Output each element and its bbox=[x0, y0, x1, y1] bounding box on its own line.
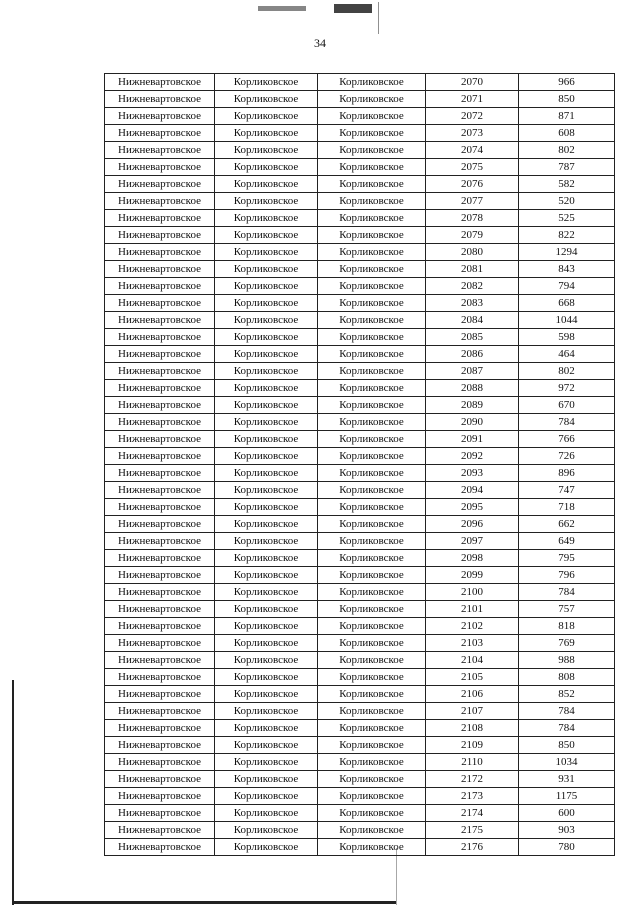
value-cell: 1294 bbox=[519, 244, 615, 261]
field-cell: Корликовское bbox=[215, 278, 318, 295]
table-row bbox=[105, 516, 615, 533]
table-row bbox=[105, 771, 615, 788]
well-number-cell: 2093 bbox=[426, 465, 519, 482]
field-cell: Корликовское bbox=[215, 159, 318, 176]
well-number-cell: 2098 bbox=[426, 550, 519, 567]
value-cell: 525 bbox=[519, 210, 615, 227]
deposit-cell: Корликовское bbox=[318, 210, 426, 227]
value-cell: 769 bbox=[519, 635, 615, 652]
field-cell: Корликовское bbox=[215, 635, 318, 652]
district-cell: Нижневартовское bbox=[105, 193, 215, 210]
deposit-cell: Корликовское bbox=[318, 652, 426, 669]
table-row bbox=[105, 142, 615, 159]
field-cell: Корликовское bbox=[215, 329, 318, 346]
table-row bbox=[105, 550, 615, 567]
deposit-cell: Корликовское bbox=[318, 567, 426, 584]
well-number-cell: 2102 bbox=[426, 618, 519, 635]
deposit-cell: Корликовское bbox=[318, 278, 426, 295]
value-cell: 931 bbox=[519, 771, 615, 788]
well-number-cell: 2077 bbox=[426, 193, 519, 210]
value-cell: 988 bbox=[519, 652, 615, 669]
value-cell: 608 bbox=[519, 125, 615, 142]
table-row bbox=[105, 703, 615, 720]
district-cell: Нижневартовское bbox=[105, 278, 215, 295]
district-cell: Нижневартовское bbox=[105, 380, 215, 397]
table-row bbox=[105, 448, 615, 465]
table-row bbox=[105, 499, 615, 516]
value-cell: 464 bbox=[519, 346, 615, 363]
well-number-cell: 2174 bbox=[426, 805, 519, 822]
deposit-cell: Корликовское bbox=[318, 380, 426, 397]
district-cell: Нижневартовское bbox=[105, 244, 215, 261]
deposit-cell: Корликовское bbox=[318, 771, 426, 788]
field-cell: Корликовское bbox=[215, 448, 318, 465]
deposit-cell: Корликовское bbox=[318, 193, 426, 210]
well-number-cell: 2090 bbox=[426, 414, 519, 431]
deposit-cell: Корликовское bbox=[318, 91, 426, 108]
well-number-cell: 2107 bbox=[426, 703, 519, 720]
well-number-cell: 2108 bbox=[426, 720, 519, 737]
deposit-cell: Корликовское bbox=[318, 448, 426, 465]
scan-artifact-top-line bbox=[378, 2, 379, 34]
table-row bbox=[105, 754, 615, 771]
field-cell: Корликовское bbox=[215, 737, 318, 754]
deposit-cell: Корликовское bbox=[318, 329, 426, 346]
table-row bbox=[105, 397, 615, 414]
value-cell: 780 bbox=[519, 839, 615, 856]
deposit-cell: Корликовское bbox=[318, 482, 426, 499]
value-cell: 896 bbox=[519, 465, 615, 482]
well-number-cell: 2086 bbox=[426, 346, 519, 363]
value-cell: 808 bbox=[519, 669, 615, 686]
table-row bbox=[105, 686, 615, 703]
deposit-cell: Корликовское bbox=[318, 261, 426, 278]
well-number-cell: 2073 bbox=[426, 125, 519, 142]
well-number-cell: 2082 bbox=[426, 278, 519, 295]
table-row bbox=[105, 380, 615, 397]
scan-artifact-bottom-center bbox=[396, 848, 397, 905]
value-cell: 972 bbox=[519, 380, 615, 397]
field-cell: Корликовское bbox=[215, 567, 318, 584]
value-cell: 747 bbox=[519, 482, 615, 499]
table-body bbox=[105, 74, 615, 856]
field-cell: Корликовское bbox=[215, 788, 318, 805]
district-cell: Нижневартовское bbox=[105, 771, 215, 788]
field-cell: Корликовское bbox=[215, 74, 318, 91]
value-cell: 784 bbox=[519, 414, 615, 431]
well-number-cell: 2091 bbox=[426, 431, 519, 448]
deposit-cell: Корликовское bbox=[318, 414, 426, 431]
well-number-cell: 2101 bbox=[426, 601, 519, 618]
field-cell: Корликовское bbox=[215, 244, 318, 261]
district-cell: Нижневартовское bbox=[105, 295, 215, 312]
well-number-cell: 2070 bbox=[426, 74, 519, 91]
district-cell: Нижневартовское bbox=[105, 210, 215, 227]
table-row bbox=[105, 329, 615, 346]
deposit-cell: Корликовское bbox=[318, 227, 426, 244]
deposit-cell: Корликовское bbox=[318, 499, 426, 516]
deposit-cell: Корликовское bbox=[318, 312, 426, 329]
value-cell: 796 bbox=[519, 567, 615, 584]
district-cell: Нижневартовское bbox=[105, 482, 215, 499]
field-cell: Корликовское bbox=[215, 839, 318, 856]
district-cell: Нижневартовское bbox=[105, 788, 215, 805]
field-cell: Корликовское bbox=[215, 822, 318, 839]
value-cell: 818 bbox=[519, 618, 615, 635]
table-row bbox=[105, 91, 615, 108]
district-cell: Нижневартовское bbox=[105, 329, 215, 346]
value-cell: 600 bbox=[519, 805, 615, 822]
field-cell: Корликовское bbox=[215, 720, 318, 737]
district-cell: Нижневартовское bbox=[105, 312, 215, 329]
deposit-cell: Корликовское bbox=[318, 125, 426, 142]
district-cell: Нижневартовское bbox=[105, 499, 215, 516]
district-cell: Нижневартовское bbox=[105, 363, 215, 380]
district-cell: Нижневартовское bbox=[105, 652, 215, 669]
table-row bbox=[105, 737, 615, 754]
value-cell: 598 bbox=[519, 329, 615, 346]
well-number-cell: 2088 bbox=[426, 380, 519, 397]
deposit-cell: Корликовское bbox=[318, 159, 426, 176]
value-cell: 649 bbox=[519, 533, 615, 550]
value-cell: 668 bbox=[519, 295, 615, 312]
value-cell: 670 bbox=[519, 397, 615, 414]
field-cell: Корликовское bbox=[215, 108, 318, 125]
table-row bbox=[105, 125, 615, 142]
field-cell: Корликовское bbox=[215, 584, 318, 601]
well-number-cell: 2089 bbox=[426, 397, 519, 414]
deposit-cell: Корликовское bbox=[318, 822, 426, 839]
well-number-cell: 2084 bbox=[426, 312, 519, 329]
value-cell: 784 bbox=[519, 720, 615, 737]
value-cell: 718 bbox=[519, 499, 615, 516]
deposit-cell: Корликовское bbox=[318, 397, 426, 414]
deposit-cell: Корликовское bbox=[318, 465, 426, 482]
district-cell: Нижневартовское bbox=[105, 159, 215, 176]
value-cell: 766 bbox=[519, 431, 615, 448]
deposit-cell: Корликовское bbox=[318, 176, 426, 193]
deposit-cell: Корликовское bbox=[318, 244, 426, 261]
value-cell: 966 bbox=[519, 74, 615, 91]
value-cell: 1044 bbox=[519, 312, 615, 329]
deposit-cell: Корликовское bbox=[318, 142, 426, 159]
well-number-cell: 2095 bbox=[426, 499, 519, 516]
value-cell: 852 bbox=[519, 686, 615, 703]
table-row bbox=[105, 618, 615, 635]
field-cell: Корликовское bbox=[215, 295, 318, 312]
table-row bbox=[105, 805, 615, 822]
district-cell: Нижневартовское bbox=[105, 533, 215, 550]
district-cell: Нижневартовское bbox=[105, 448, 215, 465]
district-cell: Нижневартовское bbox=[105, 805, 215, 822]
deposit-cell: Корликовское bbox=[318, 108, 426, 125]
table-row bbox=[105, 176, 615, 193]
deposit-cell: Корликовское bbox=[318, 516, 426, 533]
well-number-cell: 2109 bbox=[426, 737, 519, 754]
table-row bbox=[105, 210, 615, 227]
deposit-cell: Корликовское bbox=[318, 686, 426, 703]
deposit-cell: Корликовское bbox=[318, 618, 426, 635]
district-cell: Нижневартовское bbox=[105, 601, 215, 618]
well-number-cell: 2100 bbox=[426, 584, 519, 601]
table-row bbox=[105, 346, 615, 363]
well-number-cell: 2176 bbox=[426, 839, 519, 856]
value-cell: 802 bbox=[519, 363, 615, 380]
scan-artifact-top-left bbox=[258, 6, 306, 11]
well-number-cell: 2078 bbox=[426, 210, 519, 227]
deposit-cell: Корликовское bbox=[318, 737, 426, 754]
district-cell: Нижневартовское bbox=[105, 125, 215, 142]
field-cell: Корликовское bbox=[215, 414, 318, 431]
value-cell: 784 bbox=[519, 584, 615, 601]
value-cell: 1034 bbox=[519, 754, 615, 771]
data-table bbox=[104, 73, 615, 856]
well-number-cell: 2072 bbox=[426, 108, 519, 125]
field-cell: Корликовское bbox=[215, 618, 318, 635]
field-cell: Корликовское bbox=[215, 771, 318, 788]
table-row bbox=[105, 414, 615, 431]
value-cell: 757 bbox=[519, 601, 615, 618]
deposit-cell: Корликовское bbox=[318, 720, 426, 737]
district-cell: Нижневартовское bbox=[105, 822, 215, 839]
value-cell: 794 bbox=[519, 278, 615, 295]
table-row bbox=[105, 295, 615, 312]
deposit-cell: Корликовское bbox=[318, 584, 426, 601]
well-number-cell: 2110 bbox=[426, 754, 519, 771]
table-row bbox=[105, 312, 615, 329]
value-cell: 662 bbox=[519, 516, 615, 533]
page-number: 34 bbox=[314, 36, 326, 50]
field-cell: Корликовское bbox=[215, 703, 318, 720]
field-cell: Корликовское bbox=[215, 397, 318, 414]
field-cell: Корликовское bbox=[215, 227, 318, 244]
well-number-cell: 2105 bbox=[426, 669, 519, 686]
district-cell: Нижневартовское bbox=[105, 635, 215, 652]
table-row bbox=[105, 244, 615, 261]
well-number-cell: 2071 bbox=[426, 91, 519, 108]
table-row bbox=[105, 584, 615, 601]
well-number-cell: 2099 bbox=[426, 567, 519, 584]
field-cell: Корликовское bbox=[215, 142, 318, 159]
well-number-cell: 2173 bbox=[426, 788, 519, 805]
table-row bbox=[105, 227, 615, 244]
table-row bbox=[105, 669, 615, 686]
well-number-cell: 2175 bbox=[426, 822, 519, 839]
district-cell: Нижневартовское bbox=[105, 431, 215, 448]
value-cell: 802 bbox=[519, 142, 615, 159]
district-cell: Нижневартовское bbox=[105, 754, 215, 771]
well-number-cell: 2087 bbox=[426, 363, 519, 380]
district-cell: Нижневартовское bbox=[105, 465, 215, 482]
value-cell: 795 bbox=[519, 550, 615, 567]
deposit-cell: Корликовское bbox=[318, 703, 426, 720]
value-cell: 787 bbox=[519, 159, 615, 176]
table-row bbox=[105, 720, 615, 737]
district-cell: Нижневартовское bbox=[105, 703, 215, 720]
table-row bbox=[105, 652, 615, 669]
scan-artifact-bottom-bar bbox=[12, 901, 396, 904]
well-number-cell: 2092 bbox=[426, 448, 519, 465]
field-cell: Корликовское bbox=[215, 312, 318, 329]
well-number-cell: 2080 bbox=[426, 244, 519, 261]
well-number-cell: 2106 bbox=[426, 686, 519, 703]
deposit-cell: Корликовское bbox=[318, 74, 426, 91]
field-cell: Корликовское bbox=[215, 516, 318, 533]
value-cell: 871 bbox=[519, 108, 615, 125]
value-cell: 850 bbox=[519, 737, 615, 754]
value-cell: 784 bbox=[519, 703, 615, 720]
district-cell: Нижневартовское bbox=[105, 618, 215, 635]
table-row bbox=[105, 74, 615, 91]
table-row bbox=[105, 465, 615, 482]
field-cell: Корликовское bbox=[215, 499, 318, 516]
field-cell: Корликовское bbox=[215, 482, 318, 499]
field-cell: Корликовское bbox=[215, 533, 318, 550]
table-row bbox=[105, 278, 615, 295]
field-cell: Корликовское bbox=[215, 125, 318, 142]
deposit-cell: Корликовское bbox=[318, 754, 426, 771]
well-number-cell: 2075 bbox=[426, 159, 519, 176]
value-cell: 850 bbox=[519, 91, 615, 108]
field-cell: Корликовское bbox=[215, 686, 318, 703]
well-number-cell: 2076 bbox=[426, 176, 519, 193]
table-row bbox=[105, 635, 615, 652]
district-cell: Нижневартовское bbox=[105, 584, 215, 601]
scan-artifact-left-bar bbox=[12, 680, 14, 905]
table-row bbox=[105, 431, 615, 448]
value-cell: 520 bbox=[519, 193, 615, 210]
table-row bbox=[105, 601, 615, 618]
well-number-cell: 2083 bbox=[426, 295, 519, 312]
table-row bbox=[105, 482, 615, 499]
field-cell: Корликовское bbox=[215, 176, 318, 193]
district-cell: Нижневартовское bbox=[105, 839, 215, 856]
deposit-cell: Корликовское bbox=[318, 669, 426, 686]
district-cell: Нижневартовское bbox=[105, 91, 215, 108]
deposit-cell: Корликовское bbox=[318, 550, 426, 567]
district-cell: Нижневартовское bbox=[105, 686, 215, 703]
table-row bbox=[105, 193, 615, 210]
well-number-cell: 2104 bbox=[426, 652, 519, 669]
district-cell: Нижневартовское bbox=[105, 567, 215, 584]
table-row bbox=[105, 261, 615, 278]
table-row bbox=[105, 108, 615, 125]
deposit-cell: Корликовское bbox=[318, 346, 426, 363]
table-row bbox=[105, 567, 615, 584]
district-cell: Нижневартовское bbox=[105, 108, 215, 125]
deposit-cell: Корликовское bbox=[318, 431, 426, 448]
field-cell: Корликовское bbox=[215, 380, 318, 397]
deposit-cell: Корликовское bbox=[318, 635, 426, 652]
field-cell: Корликовское bbox=[215, 465, 318, 482]
value-cell: 843 bbox=[519, 261, 615, 278]
value-cell: 1175 bbox=[519, 788, 615, 805]
deposit-cell: Корликовское bbox=[318, 295, 426, 312]
deposit-cell: Корликовское bbox=[318, 788, 426, 805]
district-cell: Нижневартовское bbox=[105, 346, 215, 363]
field-cell: Корликовское bbox=[215, 669, 318, 686]
table-row bbox=[105, 363, 615, 380]
value-cell: 822 bbox=[519, 227, 615, 244]
district-cell: Нижневартовское bbox=[105, 261, 215, 278]
district-cell: Нижневартовское bbox=[105, 227, 215, 244]
field-cell: Корликовское bbox=[215, 261, 318, 278]
field-cell: Корликовское bbox=[215, 363, 318, 380]
well-number-cell: 2081 bbox=[426, 261, 519, 278]
well-number-cell: 2097 bbox=[426, 533, 519, 550]
field-cell: Корликовское bbox=[215, 652, 318, 669]
field-cell: Корликовское bbox=[215, 346, 318, 363]
field-cell: Корликовское bbox=[215, 91, 318, 108]
district-cell: Нижневартовское bbox=[105, 550, 215, 567]
field-cell: Корликовское bbox=[215, 193, 318, 210]
district-cell: Нижневартовское bbox=[105, 74, 215, 91]
well-number-cell: 2096 bbox=[426, 516, 519, 533]
field-cell: Корликовское bbox=[215, 210, 318, 227]
well-number-cell: 2074 bbox=[426, 142, 519, 159]
well-number-cell: 2172 bbox=[426, 771, 519, 788]
scan-artifact-top-center bbox=[334, 4, 372, 13]
table-row bbox=[105, 788, 615, 805]
deposit-cell: Корликовское bbox=[318, 805, 426, 822]
table-row bbox=[105, 839, 615, 856]
field-cell: Корликовское bbox=[215, 431, 318, 448]
district-cell: Нижневартовское bbox=[105, 397, 215, 414]
deposit-cell: Корликовское bbox=[318, 533, 426, 550]
field-cell: Корликовское bbox=[215, 805, 318, 822]
table-row bbox=[105, 822, 615, 839]
district-cell: Нижневартовское bbox=[105, 720, 215, 737]
deposit-cell: Корликовское bbox=[318, 839, 426, 856]
value-cell: 726 bbox=[519, 448, 615, 465]
value-cell: 903 bbox=[519, 822, 615, 839]
well-number-cell: 2079 bbox=[426, 227, 519, 244]
field-cell: Корликовское bbox=[215, 754, 318, 771]
district-cell: Нижневартовское bbox=[105, 516, 215, 533]
district-cell: Нижневартовское bbox=[105, 142, 215, 159]
table-row bbox=[105, 159, 615, 176]
deposit-cell: Корликовское bbox=[318, 601, 426, 618]
district-cell: Нижневартовское bbox=[105, 737, 215, 754]
district-cell: Нижневартовское bbox=[105, 669, 215, 686]
well-number-cell: 2103 bbox=[426, 635, 519, 652]
field-cell: Корликовское bbox=[215, 550, 318, 567]
deposit-cell: Корликовское bbox=[318, 363, 426, 380]
district-cell: Нижневартовское bbox=[105, 176, 215, 193]
value-cell: 582 bbox=[519, 176, 615, 193]
well-number-cell: 2094 bbox=[426, 482, 519, 499]
table-row bbox=[105, 533, 615, 550]
district-cell: Нижневартовское bbox=[105, 414, 215, 431]
field-cell: Корликовское bbox=[215, 601, 318, 618]
well-number-cell: 2085 bbox=[426, 329, 519, 346]
